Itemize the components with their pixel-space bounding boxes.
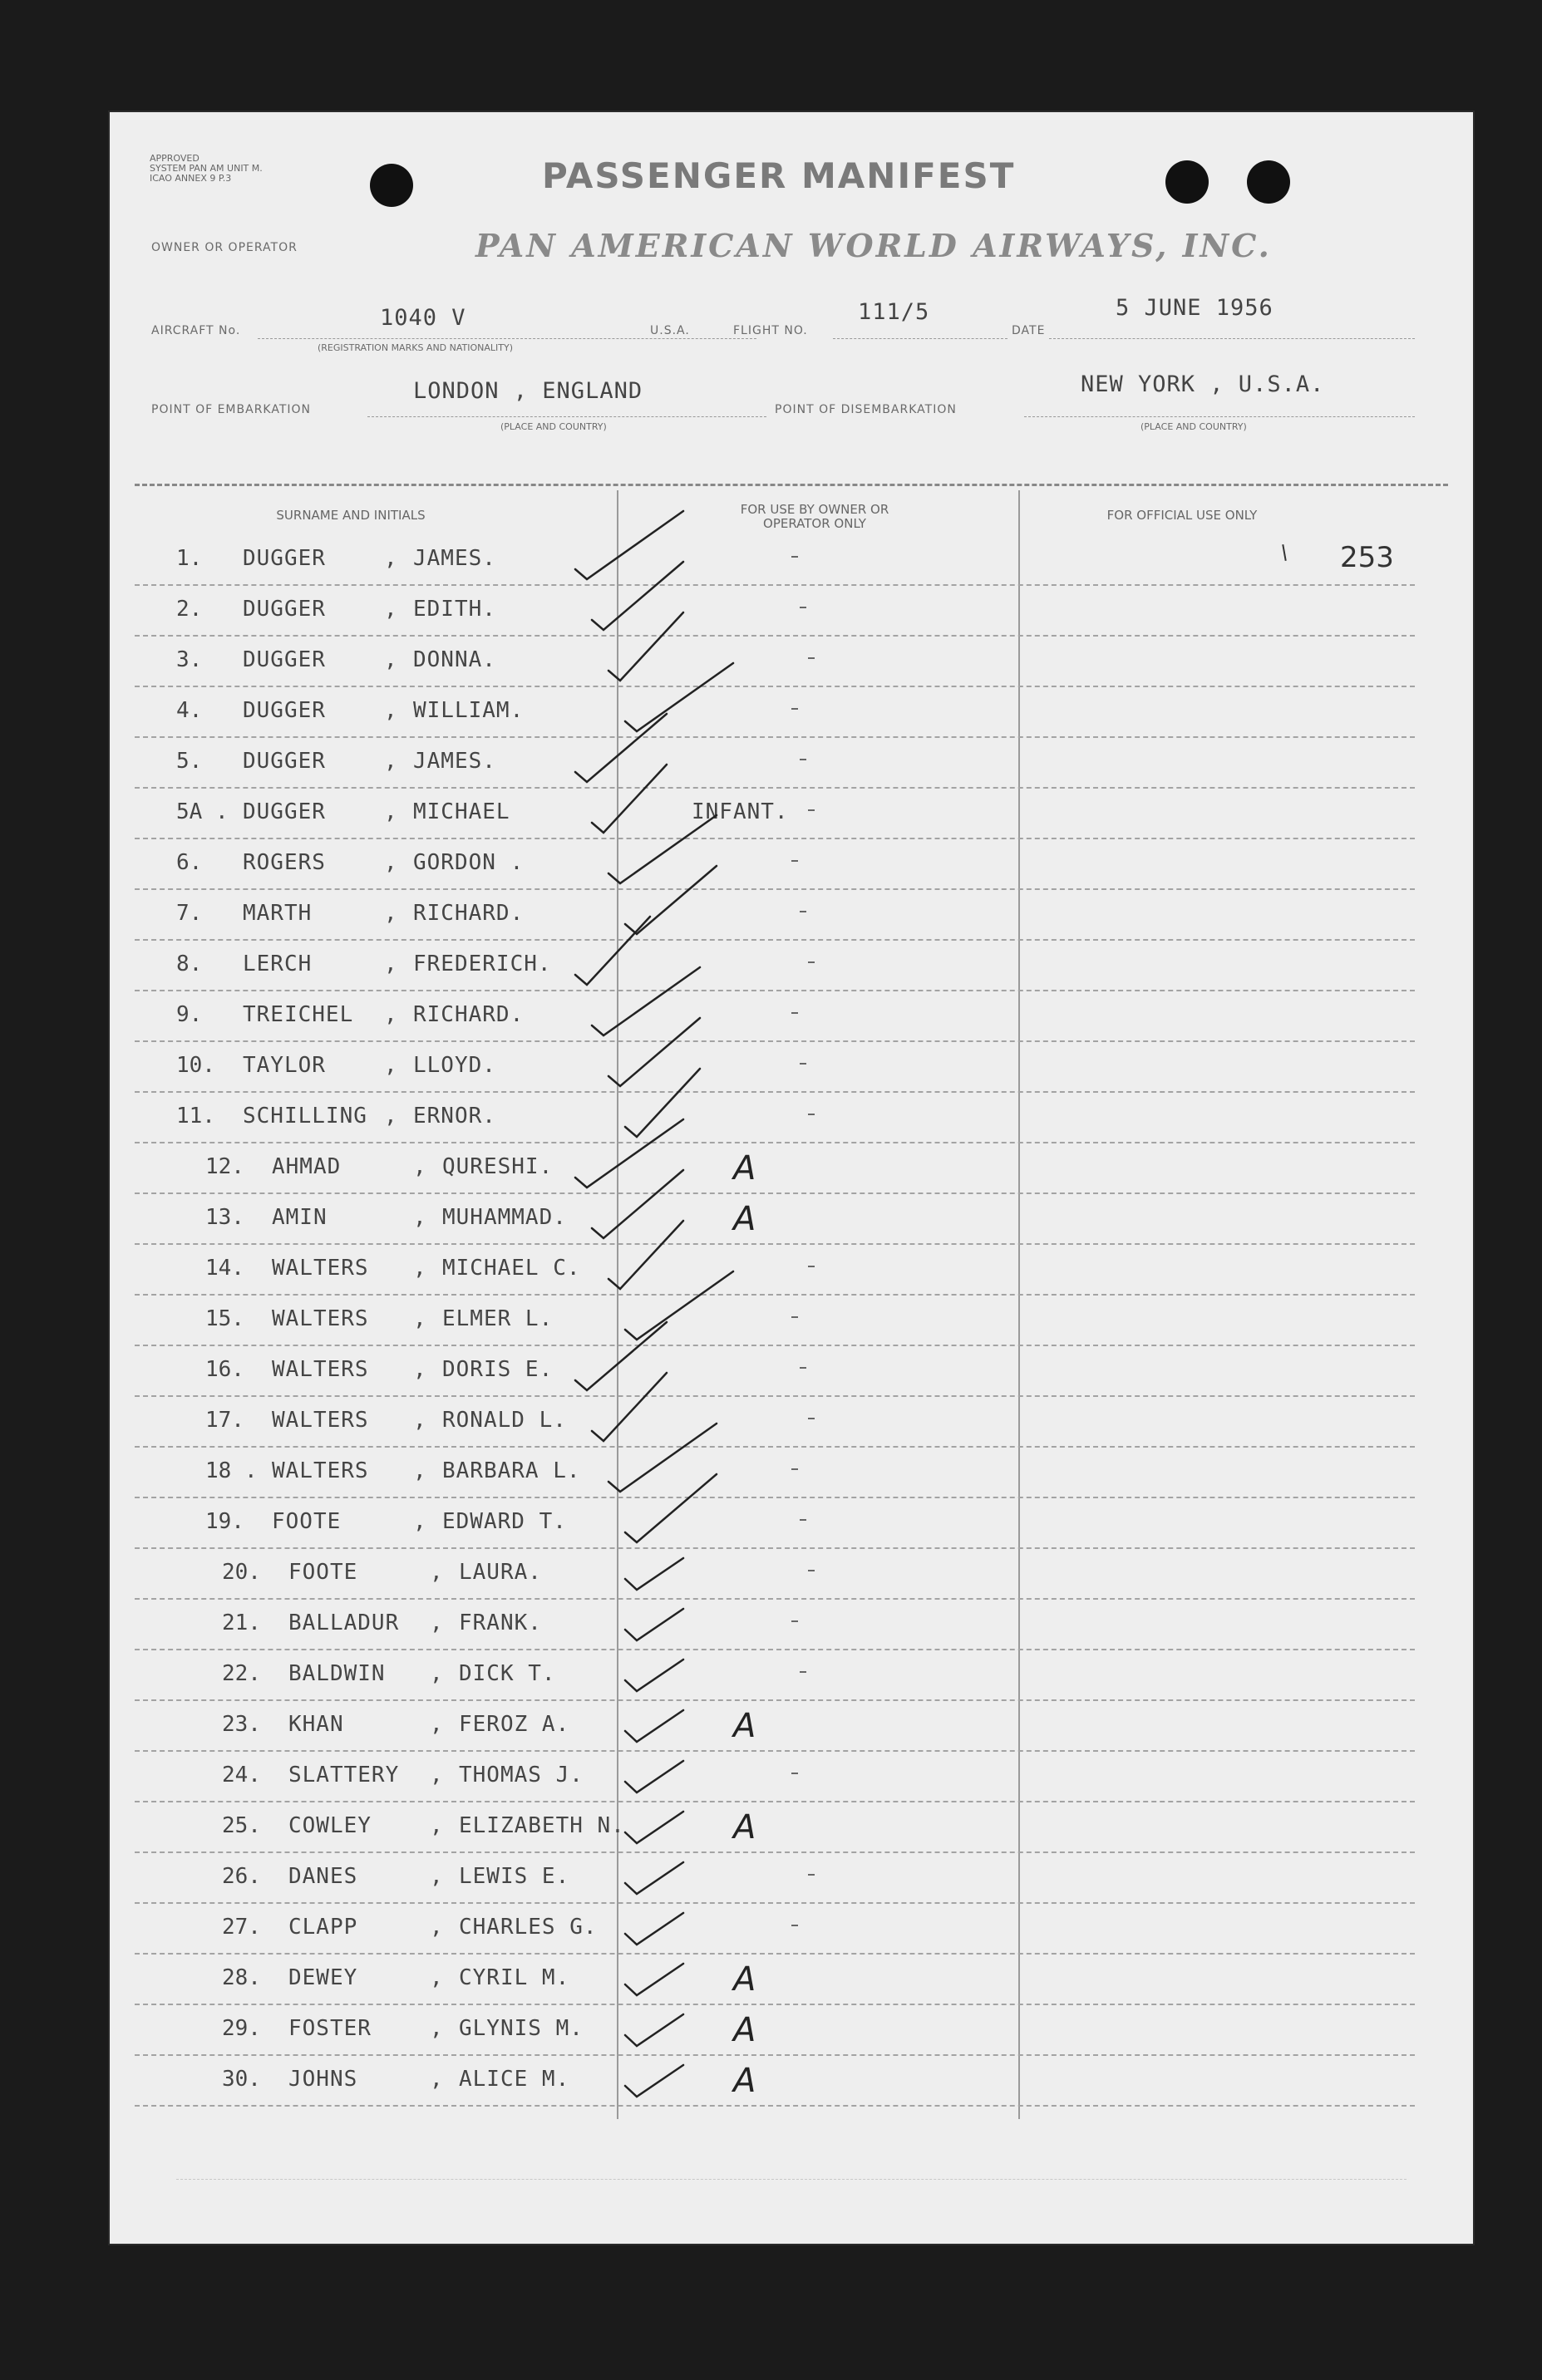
name-separator: , <box>413 1408 427 1433</box>
passenger-surname: FOOTE <box>288 1560 358 1585</box>
passenger-surname: DUGGER <box>243 597 326 622</box>
passenger-given-name: DONNA. <box>413 647 496 672</box>
embark-label: POINT OF EMBARKATION <box>151 403 312 416</box>
check-marks <box>110 112 1473 2244</box>
check-stroke <box>608 815 717 883</box>
passenger-number: 28. <box>222 1965 261 1990</box>
check-stroke <box>608 1221 683 1289</box>
handwritten-mark: A <box>733 1960 756 1999</box>
passenger-number: 10. <box>176 1053 215 1078</box>
name-separator: , <box>384 901 398 926</box>
check-stroke <box>625 2014 683 2046</box>
name-separator: , <box>384 1053 398 1078</box>
passenger-surname: DUGGER <box>243 546 326 571</box>
name-separator: , <box>384 850 398 875</box>
passenger-given-name: FREDERICH. <box>413 952 552 976</box>
passenger-given-name: GORDON . <box>413 850 525 875</box>
passenger-number: 2. <box>176 597 203 622</box>
passenger-given-name: DICK T. <box>459 1661 556 1686</box>
passenger-given-name: MICHAEL C. <box>442 1256 581 1281</box>
passenger-surname: DUGGER <box>243 698 326 723</box>
passenger-surname: WALTERS <box>272 1408 369 1433</box>
passenger-surname: WALTERS <box>272 1256 369 1281</box>
passenger-number: 11. <box>176 1104 215 1129</box>
passenger-given-name: ERNOR. <box>413 1104 496 1129</box>
carrier-name: PAN AMERICAN WORLD AIRWAYS, INC. <box>475 227 1272 264</box>
name-separator: , <box>413 1357 427 1382</box>
passenger-number: 5A . <box>176 799 229 824</box>
name-separator: , <box>430 1712 444 1737</box>
page-title: PASSENGER MANIFEST <box>542 155 1016 196</box>
passenger-surname: COWLEY <box>288 1813 372 1838</box>
passenger-given-name: EDWARD T. <box>442 1509 567 1534</box>
name-separator: , <box>384 749 398 774</box>
passenger-surname: TREICHEL <box>243 1002 354 1027</box>
name-separator: , <box>430 2016 444 2041</box>
passenger-number: 21. <box>222 1610 261 1635</box>
passenger-number: 12. <box>205 1154 244 1179</box>
passenger-number: 30. <box>222 2067 261 2092</box>
name-separator: , <box>430 1763 444 1787</box>
name-separator: , <box>430 1965 444 1990</box>
passenger-given-name: QURESHI. <box>442 1154 554 1179</box>
passenger-number: 15. <box>205 1306 244 1331</box>
passenger-given-name: WILLIAM. <box>413 698 525 723</box>
passenger-surname: BALDWIN <box>288 1661 386 1686</box>
passenger-surname: LERCH <box>243 952 313 976</box>
passenger-given-name: RICHARD. <box>413 1002 525 1027</box>
passenger-number: 20. <box>222 1560 261 1585</box>
passenger-given-name: GLYNIS M. <box>459 2016 584 2041</box>
passenger-surname: CLAPP <box>288 1915 358 1940</box>
passenger-surname: JOHNS <box>288 2067 358 2092</box>
date-value: 5 JUNE 1956 <box>1116 295 1274 321</box>
passenger-number: 24. <box>222 1763 261 1787</box>
check-stroke <box>625 1474 717 1542</box>
check-stroke <box>625 663 733 731</box>
passenger-given-name: EDITH. <box>413 597 496 622</box>
name-separator: , <box>430 1661 444 1686</box>
passenger-given-name: ELIZABETH N. <box>459 1813 625 1838</box>
passenger-number: 7. <box>176 901 203 926</box>
passenger-given-name: BARBARA L. <box>442 1458 581 1483</box>
name-separator: , <box>384 799 398 824</box>
passenger-number: 16. <box>205 1357 244 1382</box>
aircraft-caption: (REGISTRATION MARKS AND NATIONALITY) <box>318 342 514 353</box>
passenger-surname: FOOTE <box>272 1509 342 1534</box>
check-stroke <box>608 612 683 681</box>
check-stroke <box>625 2065 683 2097</box>
check-stroke <box>625 1660 683 1691</box>
col-official-header: FOR OFFICIAL USE ONLY <box>1106 508 1258 523</box>
check-stroke <box>625 1761 683 1792</box>
check-stroke <box>625 1609 683 1640</box>
check-stroke <box>625 1964 683 1995</box>
passenger-number: 14. <box>205 1256 244 1281</box>
check-stroke <box>625 1710 683 1742</box>
passenger-surname: SLATTERY <box>288 1763 400 1787</box>
passenger-surname: FOSTER <box>288 2016 372 2041</box>
passenger-number: 4. <box>176 698 203 723</box>
check-stroke <box>592 765 667 833</box>
passenger-given-name: RICHARD. <box>413 901 525 926</box>
passenger-number: 1. <box>176 546 203 571</box>
embark-caption: (PLACE AND COUNTRY) <box>500 421 607 432</box>
name-separator: , <box>384 952 398 976</box>
name-separator: , <box>413 1205 427 1230</box>
passenger-given-name: RONALD L. <box>442 1408 567 1433</box>
check-stroke <box>625 1558 683 1590</box>
passenger-surname: KHAN <box>288 1712 344 1737</box>
approval-stamp: APPROVED SYSTEM PAN AM UNIT M. ICAO ANNEX 9 P.3 <box>150 153 263 184</box>
name-separator: , <box>413 1509 427 1534</box>
passenger-number: 9. <box>176 1002 203 1027</box>
passenger-given-name: ELMER L. <box>442 1306 554 1331</box>
passenger-surname: BALLADUR <box>288 1610 400 1635</box>
passenger-number: 19. <box>205 1509 244 1534</box>
name-separator: , <box>413 1256 427 1281</box>
check-stroke <box>575 511 683 579</box>
aircraft-nationality: U.S.A. <box>650 324 690 337</box>
passenger-given-name: ALICE M. <box>459 2067 570 2092</box>
passenger-given-name: JAMES. <box>413 749 496 774</box>
name-separator: , <box>413 1154 427 1179</box>
passenger-given-name: DORIS E. <box>442 1357 554 1382</box>
passenger-surname: AMIN <box>272 1205 328 1230</box>
disembark-caption: (PLACE AND COUNTRY) <box>1140 421 1247 432</box>
passenger-surname: AHMAD <box>272 1154 342 1179</box>
handwritten-mark: A <box>733 1200 756 1238</box>
name-separator: , <box>384 698 398 723</box>
passenger-surname: WALTERS <box>272 1357 369 1382</box>
passenger-given-name: MICHAEL <box>413 799 510 824</box>
flight-value: 111/5 <box>858 299 930 325</box>
passenger-given-name: LEWIS E. <box>459 1864 570 1889</box>
name-separator: , <box>430 1610 444 1635</box>
name-separator: , <box>413 1306 427 1331</box>
handwritten-mark: A <box>733 2011 756 2049</box>
passenger-number: 26. <box>222 1864 261 1889</box>
passenger-given-name: THOMAS J. <box>459 1763 584 1787</box>
passenger-number: 6. <box>176 850 203 875</box>
disembark-value: NEW YORK , U.S.A. <box>1081 371 1325 397</box>
passenger-given-name: MUHAMMAD. <box>442 1205 567 1230</box>
owner-label: OWNER OR OPERATOR <box>151 241 298 254</box>
name-separator: , <box>384 546 398 571</box>
name-separator: , <box>384 1002 398 1027</box>
aircraft-label: AIRCRAFT No. <box>151 324 241 337</box>
passenger-given-name: FEROZ A. <box>459 1712 570 1737</box>
col-owner-header: FOR USE BY OWNER OR OPERATOR ONLY <box>740 502 889 531</box>
check-stroke <box>608 1424 717 1492</box>
passenger-surname: DANES <box>288 1864 358 1889</box>
passenger-given-name: CHARLES G. <box>459 1915 598 1940</box>
disembark-label: POINT OF DISEMBARKATION <box>775 403 957 416</box>
passenger-number: 23. <box>222 1712 261 1737</box>
check-stroke <box>575 714 667 782</box>
name-separator: , <box>413 1458 427 1483</box>
passenger-given-name: CYRIL M. <box>459 1965 570 1990</box>
official-entry: 253 <box>1340 541 1394 574</box>
passenger-number: 25. <box>222 1813 261 1838</box>
check-stroke <box>575 917 650 985</box>
check-stroke <box>592 562 683 630</box>
name-separator: , <box>384 597 398 622</box>
name-separator: , <box>430 1864 444 1889</box>
handwritten-mark: A <box>733 1808 756 1846</box>
passenger-number: 13. <box>205 1205 244 1230</box>
passenger-number: 5. <box>176 749 203 774</box>
passenger-number: 18 . <box>205 1458 258 1483</box>
aircraft-value: 1040 V <box>380 305 466 331</box>
passenger-surname: DUGGER <box>243 799 326 824</box>
passenger-number: 17. <box>205 1408 244 1433</box>
name-separator: , <box>384 1104 398 1129</box>
date-label: DATE <box>1012 324 1046 337</box>
name-separator: , <box>430 1915 444 1940</box>
passenger-surname: SCHILLING <box>243 1104 367 1129</box>
check-stroke <box>592 1373 667 1441</box>
passenger-surname: MARTH <box>243 901 313 926</box>
passenger-number: 22. <box>222 1661 261 1686</box>
flight-label: FLIGHT NO. <box>733 324 808 337</box>
passenger-surname: DUGGER <box>243 647 326 672</box>
passenger-surname: WALTERS <box>272 1306 369 1331</box>
check-stroke <box>625 1271 733 1340</box>
check-stroke <box>575 1322 667 1390</box>
check-stroke <box>592 1170 683 1238</box>
form-footer <box>176 2179 1407 2180</box>
check-stroke <box>625 866 717 934</box>
passenger-number: 27. <box>222 1915 261 1940</box>
check-stroke <box>608 1018 700 1086</box>
embark-value: LONDON , ENGLAND <box>413 378 643 404</box>
check-stroke <box>625 1862 683 1894</box>
name-separator: , <box>430 2067 444 2092</box>
name-separator: , <box>384 647 398 672</box>
manifest-sheet <box>110 112 1473 2244</box>
col-names-header: SURNAME AND INITIALS <box>276 508 426 523</box>
passenger-surname: ROGERS <box>243 850 326 875</box>
name-separator: , <box>430 1560 444 1585</box>
owner-note: INFANT. <box>692 799 789 824</box>
passenger-given-name: FRANK. <box>459 1610 542 1635</box>
passenger-given-name: JAMES. <box>413 546 496 571</box>
check-stroke <box>625 1913 683 1945</box>
check-stroke <box>625 1069 700 1137</box>
passenger-surname: WALTERS <box>272 1458 369 1483</box>
check-stroke <box>592 967 700 1035</box>
passenger-given-name: LAURA. <box>459 1560 542 1585</box>
passenger-surname: TAYLOR <box>243 1053 326 1078</box>
handwritten-mark: A <box>733 2062 756 2100</box>
check-stroke <box>625 1812 683 1843</box>
passenger-number: 8. <box>176 952 203 976</box>
passenger-surname: DEWEY <box>288 1965 358 1990</box>
passenger-number: 29. <box>222 2016 261 2041</box>
passenger-surname: DUGGER <box>243 749 326 774</box>
handwritten-mark: A <box>733 1149 756 1188</box>
handwritten-mark: A <box>733 1707 756 1745</box>
passenger-given-name: LLOYD. <box>413 1053 496 1078</box>
name-separator: , <box>430 1813 444 1838</box>
passenger-number: 3. <box>176 647 203 672</box>
